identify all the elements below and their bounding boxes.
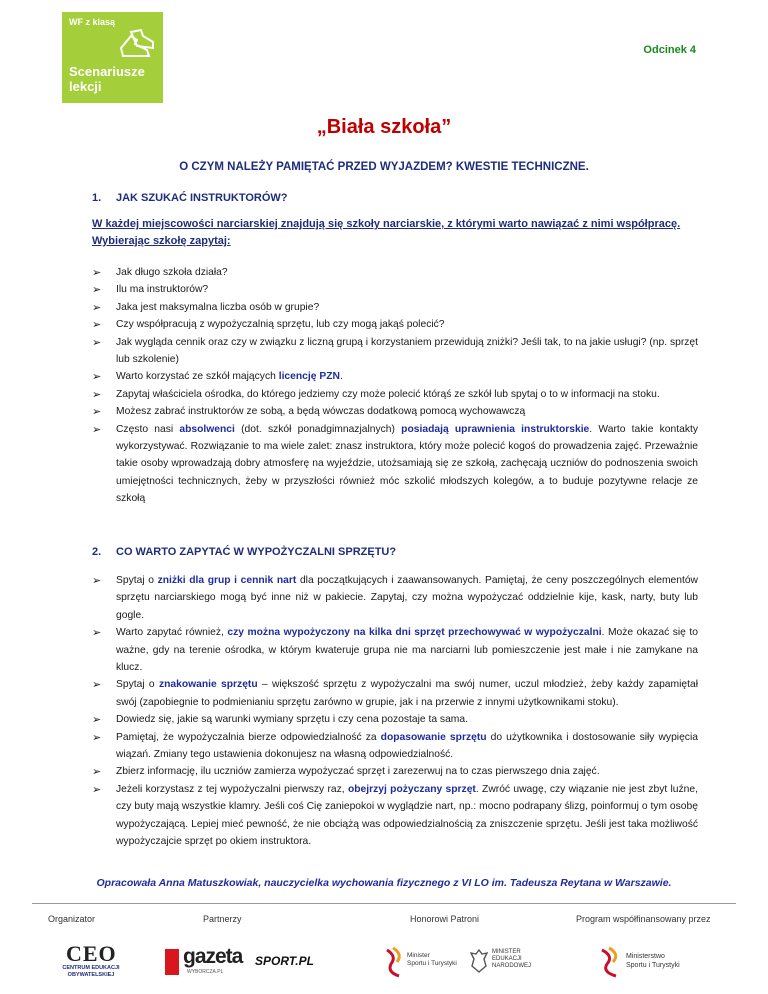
gazeta-logo: gazeta WYBORCZA.PL (165, 949, 237, 975)
list-item: ➢ Spytaj o zniżki dla grup i cennik nart dla początkujących i zaawansowanych. Pamiętaj, że ceny poszczególnych elementów sprzętu narciarskiego mogą być inne niż w pakiecie. Zapytaj, czy można wypożyczać oddzielnie kije, kask, narty, buty lub gogle. (92, 572, 698, 624)
footer-divider (32, 903, 736, 904)
ceo-logo: CEO CENTRUM EDUKACJI OBYWATELSKIEJ (62, 941, 120, 978)
list-item: ➢ Spytaj o znakowanie sprzętu – większość sprzętu z wypożyczalni ma swój numer, uczul młodzież, żeby każdy zapamiętał swój (zapobiegnie to podmienianiu sprzętu zarówno w grupie, jak i na przerwie z innymi użytkownikami stoku). (92, 676, 698, 711)
list-item: ➢ Jaka jest maksymalna liczba osób w grupie? (92, 299, 698, 316)
cofinance-label: Program współfinansowany przez (576, 914, 711, 924)
list-item: ➢ Pamiętaj, że wypożyczalnia bierze odpowiedzialność za dopasowanie sprzętu do użytkownika i dostosowanie siły wypięcia wiązań. Zmiany tego ustawienia dokonujesz na własną odpowiedzialność. (92, 729, 698, 764)
list-item: ➢ Zapytaj właściciela ośrodka, do którego jedziemy czy może polecić którąś ze szkół lub spytaj o to w informacji na stoku. (92, 386, 698, 403)
ribbon-icon (600, 946, 622, 978)
list-item: ➢ Jak wygląda cennik oraz czy w związku z liczną grupą i korzystaniem przewidują zniżki? Jeśli tak, to na jakie usługi? (np. sprzęt lub szkolenie) (92, 334, 698, 369)
logo-title: Scenariusze lekcji (69, 64, 145, 94)
list-item: ➢ Możesz zabrać instruktorów ze sobą, a będą wówczas dodatkową pomocą wychowawczą (92, 403, 698, 420)
list-item: ➢ Ilu ma instruktorów? (92, 281, 698, 298)
minister-sport-logo: Minister Sportu i Turystyki (385, 946, 465, 982)
page-title: „Biała szkoła” (316, 116, 452, 138)
logo-brand: WF z klasą (69, 17, 116, 27)
list-item: ➢ Jeżeli korzystasz z tej wypożyczalni pierwszy raz, obejrzyj pożyczany sprzęt. Zwróć uwagę, czy wiązanie nie jest zbyt luźne, czy buty mają wszystkie klamry. Jeśli coś Cię zaniepokoi w wyglądzie nart, np.: mocno podrapany ślizg, poinformuj o tym osobę wypożyczającą. Lepiej mieć pewność, że nie obciążą was odpowiedzialnością za zniszczenie sprzętu. Jeśli jest taka możliwość wypożyczajcie sprzęt po okiem instruktora. (92, 781, 698, 851)
list-item: ➢ Warto korzystać ze szkół mających licencję PZN. (92, 368, 698, 385)
section-2-list (92, 572, 698, 851)
section-1-heading: 1. JAK SZUKAĆ INSTRUKTORÓW? (92, 192, 288, 204)
section-2-heading: 2. CO WARTO ZAPYTAĆ W WYPOŻYCZALNI SPRZĘTU? (92, 546, 397, 558)
section-1-intro: W każdej miejscowości narciarskiej znajdują się szkoły narciarskie, z którymi warto nawiązać z nimi współpracę. Wybierając szkołę zapytaj: (92, 218, 681, 247)
patrons-label: Honorowi Patroni (410, 914, 480, 924)
list-item: ➢ Warto zapytać również, czy można wypożyczony na kilka dni sprzęt przechowywać w wypożyczalni. Może okazać się to ważne, gdy na terenie ośrodka, w którym kwateruje grupa nie ma narciarni lub pomieszczenie jest małe i nie zamykane na klucz. (92, 624, 698, 676)
partners-label: Partnerzy (203, 914, 242, 924)
list-item: ➢ Jak długo szkoła działa? (92, 264, 698, 281)
ribbon-icon (385, 946, 405, 978)
list-item: ➢ Dowiedz się, jakie są warunki wymiany sprzętu i czy cena pozostaje ta sama. (92, 711, 698, 728)
author-note: Opracowała Anna Matuszkowiak, nauczycielka wychowania fizycznego z VI LO im. Tadeusza Reytana w Warszawie. (96, 877, 672, 889)
section-1-list (92, 264, 698, 508)
list-item: ➢ Często nasi absolwenci (dot. szkół ponadgimnazjalnych) posiadają uprawnienia instruktorskie. Warto takie kontakty wykorzystywać. Rozwiązanie to ma wiele zalet: znasz instruktora, który może polecić kogoś do prowadzenia zajęć. Przeważnie takie osoby wprowadzają dobry atmosferę na wyjeździe, utożsamiają się ze szkołą, zachęcają uczniów do podnoszenia swoich umiejętności technicznych, żeby w przyszłości również móc szkolić młodszych kolegów, a to buduje pozytywne relacje ze szkołą (92, 421, 698, 508)
series-logo (62, 12, 163, 103)
ministry-sport-logo: Ministerstwo Sportu i Turystyki (600, 946, 710, 982)
sport-logo: SPORT.PL (255, 954, 314, 968)
eagle-emblem-icon (470, 948, 488, 974)
episode-label: Odcinek 4 (643, 44, 696, 56)
sneakers-icon (117, 28, 157, 62)
list-item: ➢ Czy współpracują z wypożyczalnią sprzętu, lub czy mogą jakąś polecić? (92, 316, 698, 333)
minister-education-logo: MINISTER EDUKACJI NARODOWEJ (470, 946, 550, 982)
list-item: ➢ Zbierz informację, ilu uczniów zamierza wypożyczać sprzęt i zarezerwuj na to czas pierwszego dnia zajęć. (92, 763, 698, 780)
page-subtitle: O CZYM NALEŻY PAMIĘTAĆ PRZED WYJAZDEM? KWESTIE TECHNICZNE. (179, 161, 589, 173)
organizer-label: Organizator (48, 914, 96, 924)
